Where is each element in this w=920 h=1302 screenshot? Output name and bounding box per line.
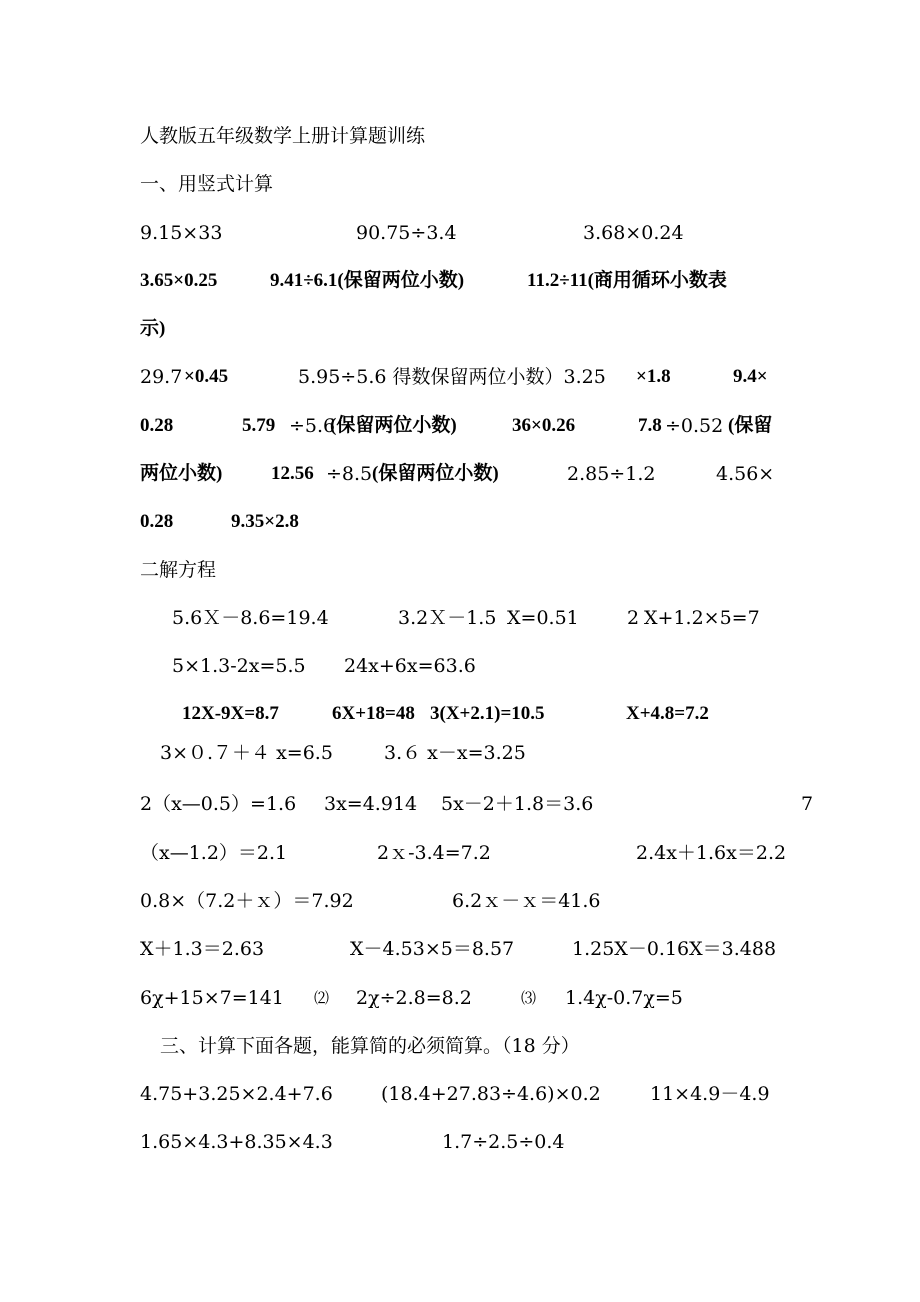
s1-r2-item3: 11.2÷11(商用循环小数表	[527, 270, 727, 291]
s2-r1-eq1: 5.6Ｘ－8.6=19.4	[172, 607, 329, 629]
s2-r6-eq1: （x—1.2）＝2.1	[140, 842, 288, 864]
s2-r1-eq2b: X=0.51	[507, 607, 579, 629]
s1-r7-item2: 9.35×2.8	[231, 511, 299, 532]
s2-r9-eq1: 6χ+15×7=141	[140, 987, 284, 1009]
page-title: 人教版五年级数学上册计算题训练	[140, 125, 426, 147]
s2-r4-eq1: 3×０.７＋４ x=6.5	[160, 742, 333, 764]
s2-r9-marker3: ⑶	[521, 989, 537, 1007]
s1-r7-item1: 0.28	[140, 511, 174, 532]
s2-r8-eq1: X＋1.3＝2.63	[140, 938, 265, 960]
s2-r9-eq3: 1.4χ-0.7χ=5	[565, 987, 683, 1009]
s1-r3-item1: 示)	[140, 318, 166, 339]
s2-r1-eq3b: X+1.2×5=7	[644, 607, 760, 629]
s1-r1-item2: 90.75÷3.4	[356, 222, 457, 244]
section2-heading: 二解方程	[140, 559, 217, 581]
s3-r2-item2: 1.7÷2.5÷0.4	[442, 1131, 565, 1153]
s1-r5-item4b: ÷0.52	[665, 415, 724, 437]
s1-r5-item2c: (保留两位小数)	[330, 415, 457, 436]
s1-r6-item2b: ÷8.5	[326, 463, 373, 485]
s1-r5-item2a: 5.79	[242, 415, 276, 436]
s1-r5-item2b: ÷5.6	[289, 415, 336, 437]
s3-r1-item3: 11×4.9－4.9	[650, 1083, 770, 1105]
s2-r3-eq2: 6X+18=48	[332, 703, 415, 724]
s2-r1-eq2a: 3.2Ｘ－1.5	[398, 607, 497, 629]
section1-heading: 一、用竖式计算	[140, 173, 274, 195]
s2-r7-eq1: 0.8×（7.2＋ｘ）＝7.92	[140, 890, 354, 912]
s2-r8-eq2: X－4.53×5＝8.57	[350, 938, 515, 960]
s1-r4-item3: 9.4×	[733, 366, 768, 387]
s1-r4-item1a: 29.7	[140, 366, 183, 388]
s2-r4-eq2: 3.６ x－x=3.25	[384, 742, 526, 764]
s1-r5-item3: 36×0.26	[512, 415, 576, 436]
s2-r1-eq3a: 2	[627, 607, 640, 629]
s2-r9-eq2: 2χ÷2.8=8.2	[356, 987, 472, 1009]
s2-r2-eq1: 5×1.3-2x=5.5	[172, 655, 306, 677]
s1-r6-item4: 4.56×	[716, 463, 775, 485]
s1-r5-item4a: 7.8	[638, 415, 662, 436]
s2-r5-eq4: 7	[801, 793, 814, 815]
section3-heading: 三、计算下面各题，能算简的必须简算。（18 分）	[160, 1035, 580, 1057]
s2-r9-marker2: ⑵	[314, 989, 330, 1007]
s1-r6-item3: 2.85÷1.2	[567, 463, 656, 485]
s1-r6-item2a: 12.56	[271, 463, 314, 484]
s1-r1-item3: 3.68×0.24	[583, 222, 684, 244]
s3-r1-item2: (18.4+27.83÷4.6)×0.2	[381, 1083, 601, 1105]
s3-r1-item1: 4.75+3.25×2.4+7.6	[140, 1083, 333, 1105]
s2-r3-eq3: 3(X+2.1)=10.5	[430, 703, 545, 724]
s2-r5-eq3: 5x－2＋1.8＝3.6	[441, 793, 594, 815]
s2-r2-eq2: 24x+6x=63.6	[344, 655, 476, 677]
s2-r3-eq1: 12X-9X=8.7	[182, 703, 279, 724]
s1-r2-item2: 9.41÷6.1(保留两位小数)	[270, 270, 465, 291]
s2-r6-eq2: 2ｘ-3.4=7.2	[377, 842, 491, 864]
s1-r6-item2c: (保留两位小数)	[372, 463, 499, 484]
s2-r6-eq3: 2.4x＋1.6x＝2.2	[636, 842, 787, 864]
s1-r1-item1: 9.15×33	[140, 222, 223, 244]
s3-r2-item1: 1.65×4.3+8.35×4.3	[140, 1131, 333, 1153]
s1-r2-item1: 3.65×0.25	[140, 270, 218, 291]
s2-r7-eq2: 6.2ｘ－ｘ＝41.6	[452, 890, 601, 912]
s1-r5-item1: 0.28	[140, 415, 174, 436]
s2-r5-eq2: 3x=4.914	[324, 793, 418, 815]
s1-r6-item1: 两位小数)	[140, 463, 223, 484]
s1-r5-item4c: (保留	[728, 415, 773, 436]
s2-r8-eq3: 1.25X－0.16X＝3.488	[572, 938, 777, 960]
s1-r4-item1b: ×0.45	[184, 366, 229, 387]
s2-r3-eq4: X+4.8=7.2	[626, 703, 709, 724]
s1-r4-item2b: ×1.8	[636, 366, 671, 387]
s2-r5-eq1: 2（x—0.5）=1.6	[140, 793, 297, 815]
s1-r4-item2a: 5.95÷5.6 得数保留两位小数）3.25	[298, 366, 606, 388]
